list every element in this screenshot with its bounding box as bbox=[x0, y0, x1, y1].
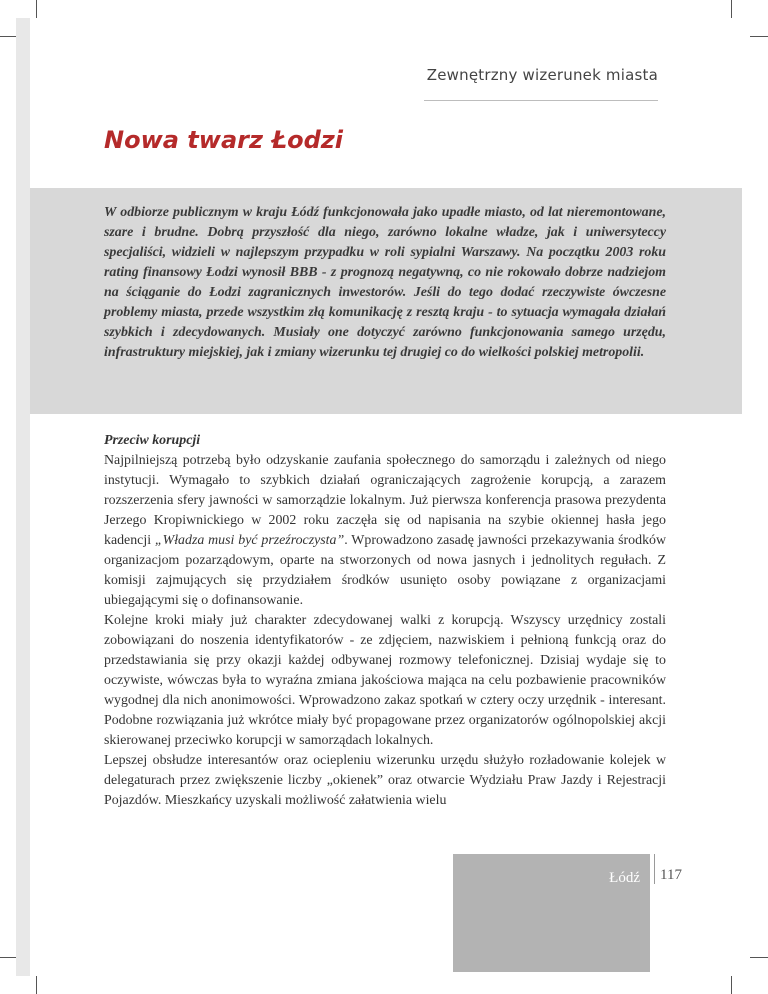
crop-mark bbox=[36, 0, 37, 18]
lead-paragraph: W odbiorze publicznym w kraju Łódź funkcjonowała jako upadłe miasto, od lat nieremontowane, szare i brudne. Dobrą przyszłość dla niego, zarówno lokalne władze, jak i uniwersyteccy specjaliści, widzieli w najlepszym przypadku w roli sypialni Warszawy. Na początku 2003 roku rating finansowy Łodzi wynosił BBB - z prognozą negatywną, co nie rokowało dobrze nadziejom na ściąganie do Łodzi zagranicznych inwestorów. Jeśli do tego dodać rzeczywiste ówczesne problemy miasta, przede wszystkim złą komunikację z resztą kraju - to sytuacja wymagała działań szybkich i zdecydowanych. Musiały one dotyczyć zarówno funkcjonowania samego urzędu, infrastruktury miejskiej, jak i zmiany wizerunku tej drugiej co do wielkości polskiej metropolii. bbox=[104, 205, 666, 360]
crop-mark bbox=[750, 36, 768, 37]
quoted-slogan: „Władza musi być przeźroczysta” bbox=[154, 533, 345, 548]
crop-mark bbox=[750, 957, 768, 958]
body-paragraph: Kolejne kroki miały już charakter zdecydowanej walki z korupcją. Wszyscy urzędnicy zostali zobowiązani do noszenia identyfikatorów - ze zdjęciem, nazwiskiem i pełnioną funkcją oraz do przedstawiania się przy okazji każdej odbywanej rozmowy telefonicznej. Dzisiaj wydaje się to oczywiste, wówczas była to wyraźna zmiana jakościowa mająca na celu pozbawienie pracowników wygodnej dla nich anonimowości. Wprowadzono zakaz spotkań w cztery oczy urzędnik - interesant. Podobne rozwiązania już wkrótce miały być propagowane przez organizatorów ogólnopolskiej akcji skierowanej przeciwko korupcji w samorządach lokalnych. bbox=[104, 613, 666, 748]
body-paragraph: Lepszej obsłudze interesantów oraz ociepleniu wizerunku urzędu służyło rozładowanie kolejek w delegaturach przez zwiększenie liczby „okienek” oraz otwarcie Wydziału Praw Jazdy i Rejestracji Pojazdów. Mieszkańcy uzyskali możliwość załatwienia wielu bbox=[104, 753, 666, 808]
page-number: 117 bbox=[660, 867, 682, 883]
paragraph-text: . Wprowadzono zasadę jawności przekazywania środków organizacjom pozarządowym, oparte na stworzonych od nowa jasnych i jednolitych regułach. Z komisji zajmujących się przydziałem środków usunięto osoby powiązane z organizacjami ubiegającymi się o dofinansowanie. bbox=[104, 533, 666, 608]
section-heading: Przeciw korupcji bbox=[104, 433, 201, 448]
running-header: Zewnętrzny wizerunek miasta bbox=[426, 66, 658, 84]
crop-mark bbox=[731, 0, 732, 18]
article-body bbox=[104, 431, 666, 811]
footer-city: Łódź bbox=[609, 870, 640, 886]
header-rule bbox=[424, 100, 658, 101]
crop-mark bbox=[36, 976, 37, 994]
body-paragraph bbox=[104, 451, 666, 611]
paragraph-text: Najpilniejszą potrzebą było odzyskanie zaufania społecznego do samorządu i zależnych od niego instytucji. Wymagało to szybkich działań ograniczających zagrożenie korupcją, a zarazem rozszerzenia sfery jawności w samorządzie lokalnym. Już pierwsza konferencja prasowa prezydenta Jerzego Kropiwnickiego w 2002 roku zaczęła się od napisania na szybie okiennej hasła jego kadencji bbox=[104, 453, 666, 548]
crop-mark bbox=[731, 976, 732, 994]
footer-divider bbox=[654, 854, 655, 884]
margin-bar bbox=[16, 18, 30, 976]
article-title: Nowa twarz Łodzi bbox=[104, 126, 344, 154]
